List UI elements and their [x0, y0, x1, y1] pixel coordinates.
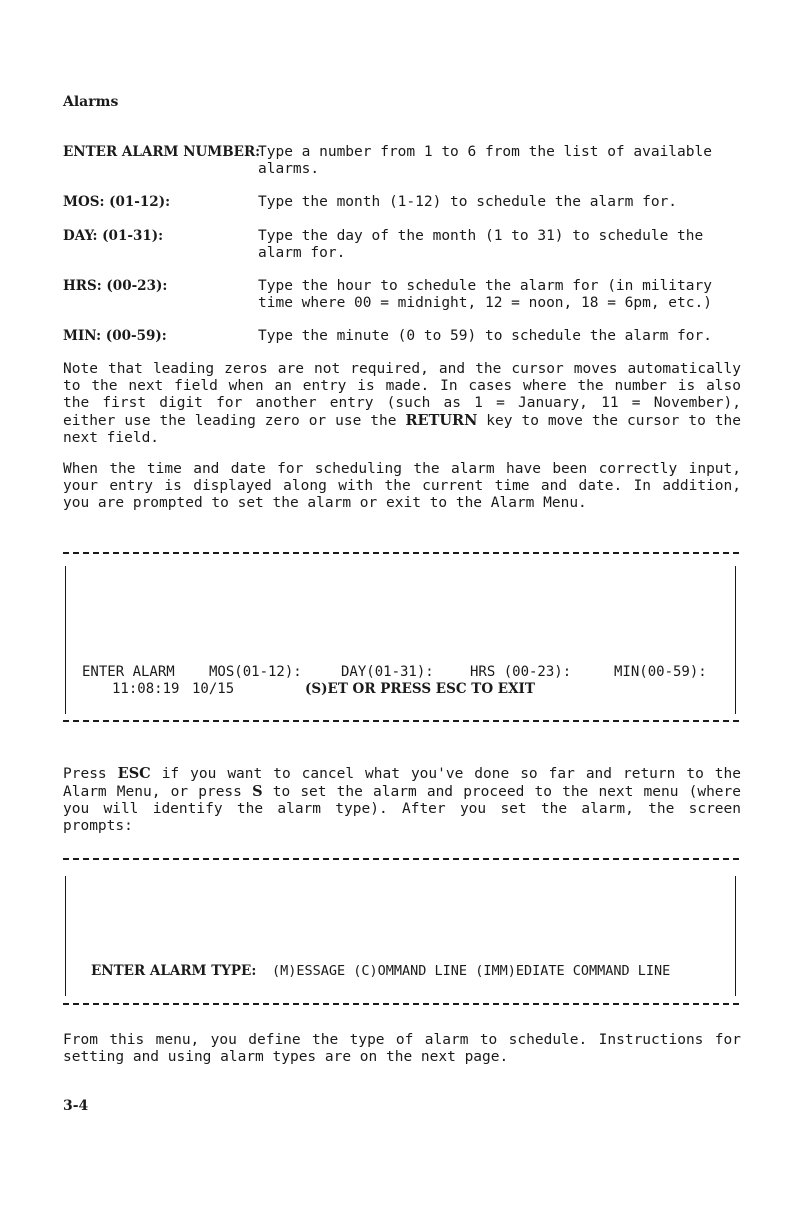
term-day: DAY: (01-31): — [63, 228, 164, 244]
def-min: Type the minute (0 to 59) to schedule the alarm for. — [258, 328, 712, 344]
note-paragraph: Note that leading zeros are not required, and the cursor moves automatically to the next field when an entry is made. In cases where the number is also the first digit for another entry (such as 1 = January, 11 = November), either use the leading zero or use the RETURN key to move the cursor to the next field. — [63, 361, 741, 446]
screen1-right-border — [735, 566, 736, 714]
screen2-alarm-type-options: (M)ESSAGE (C)OMMAND LINE (IMM)EDIATE COMMAND LINE — [272, 963, 671, 979]
screen1-hrs-field: HRS (00-23): — [470, 664, 572, 680]
screen2-alarm-type-label: ENTER ALARM TYPE: — [91, 963, 257, 979]
screen1-min-field: MIN(00-59): — [614, 664, 707, 680]
def-day: Type the day of the month (1 to 31) to schedule the alarm for. — [258, 228, 704, 261]
page-title: Alarms — [63, 94, 119, 110]
screen1-day-field: DAY(01-31): — [341, 664, 434, 680]
screen2-bottom-border — [63, 1003, 739, 1005]
screen1-left-border — [65, 566, 66, 714]
s-key-label: S — [252, 783, 263, 800]
page-number: 3-4 — [63, 1098, 89, 1114]
screen1-bottom-border — [63, 720, 739, 722]
screen1-top-border — [63, 552, 739, 554]
term-mos: MOS: (01-12): — [63, 194, 171, 210]
screen2-left-border — [65, 876, 66, 996]
return-key-label: RETURN — [405, 412, 478, 429]
screen1-date: 10/15 — [192, 681, 235, 697]
screen2-right-border — [735, 876, 736, 996]
def-hrs: Type the hour to schedule the alarm for (in military time where 00 = midnight, 12 = noon, 18 = 6pm, etc.) — [258, 278, 712, 311]
paragraph-menu: From this menu, you define the type of alarm to schedule. Instructions for setting and using alarm types are on the next page. — [63, 1032, 741, 1065]
term-min: MIN: (00-59): — [63, 328, 167, 344]
screen2-top-border — [63, 858, 739, 860]
def-alarm-number: Type a number from 1 to 6 from the list of available alarms. — [258, 144, 712, 177]
esc-key-label: ESC — [117, 765, 151, 782]
term-hrs: HRS: (00-23): — [63, 278, 168, 294]
screen1-mos-field: MOS(01-12): — [209, 664, 302, 680]
def-mos: Type the month (1-12) to schedule the alarm for. — [258, 194, 678, 210]
screen1-enter-alarm: ENTER ALARM — [82, 664, 175, 680]
screen1-time: 11:08:19 — [112, 681, 180, 697]
paragraph-display: When the time and date for scheduling the alarm have been correctly input, your entry is displayed along with the current time and date. In addition, you are prompted to set the alarm or exit to the Alarm Menu. — [63, 461, 741, 511]
term-alarm-number: ENTER ALARM NUMBER: — [63, 144, 261, 160]
paragraph-esc: Press ESC if you want to cancel what you've done so far and return to the Alarm Menu, or press S to set the alarm and proceed to the next menu (where you will identify the alarm type). After you set the alarm, the screen prompts: — [63, 765, 741, 834]
screen1-set-prompt: (S)ET OR PRESS ESC TO EXIT — [305, 681, 535, 697]
